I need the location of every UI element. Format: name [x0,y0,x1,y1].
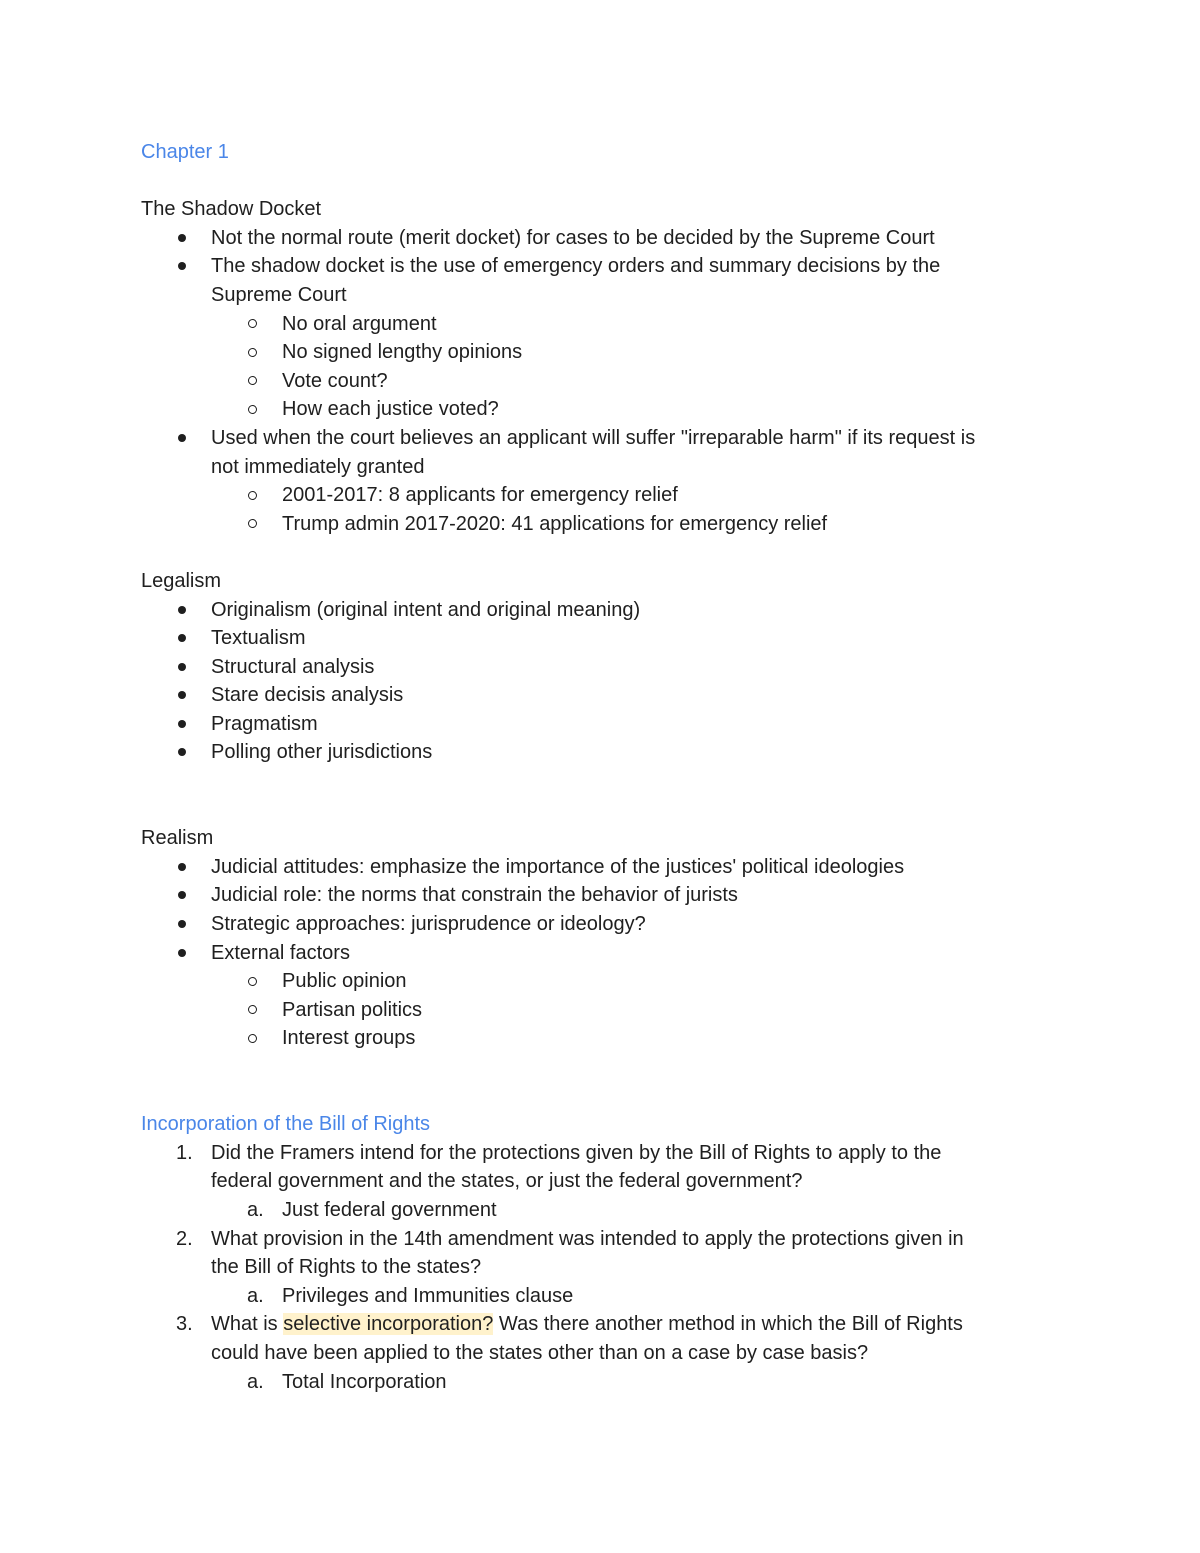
spacer [141,767,1061,796]
lettered-item: a. Total Incorporation [141,1368,1061,1397]
spacer [141,1082,1061,1111]
bullet-icon [178,748,186,756]
bullet-icon [178,691,186,699]
list-item: Strategic approaches: jurisprudence or ideology? [141,910,1061,939]
hollow-bullet-icon [248,977,257,986]
bullet-icon [178,262,186,270]
spacer [141,796,1061,825]
bullet-icon [178,949,186,957]
spacer [141,167,1061,196]
list-item: Stare decisis analysis [141,681,1061,710]
list-item: Pragmatism [141,710,1061,739]
hollow-bullet-icon [248,319,257,328]
sub-list-item: No oral argument [141,310,1061,339]
list-item-continuation: not immediately granted [211,455,425,478]
list-letter: a. [247,1370,264,1393]
hollow-bullet-icon [248,405,257,414]
list-item: The shadow docket is the use of emergency orders and summary decisions by the [141,252,1061,281]
bullet-icon [178,434,186,442]
numbered-item-continuation: could have been applied to the states other than on a case by case basis? [211,1341,869,1364]
realism-heading: Realism [141,827,214,850]
hollow-bullet-icon [248,1005,257,1014]
hollow-bullet-icon [248,376,257,385]
chapter-title: Chapter 1 [141,141,229,163]
bullet-icon [178,920,186,928]
list-item: Used when the court believes an applicant will suffer "irreparable harm" if its request is [141,424,1061,453]
incorporation-heading: Incorporation of the Bill of Rights [141,1113,431,1136]
hollow-bullet-icon [248,519,257,528]
sub-list-item: Trump admin 2017-2020: 41 applications for emergency relief [141,510,1061,539]
bullet-icon [178,634,186,642]
sub-list-item: 2001-2017: 8 applicants for emergency relief [141,481,1061,510]
numbered-item-continuation: the Bill of Rights to the states? [211,1256,482,1279]
bullet-icon [178,720,186,728]
list-item: Originalism (original intent and original meaning) [141,596,1061,625]
list-item: Textualism [141,624,1061,653]
spacer [141,1053,1061,1082]
list-item-continuation: Supreme Court [211,283,347,306]
spacer [141,538,1061,567]
hollow-bullet-icon [248,491,257,500]
bullet-icon [178,891,186,899]
bullet-icon [178,663,186,671]
sub-list-item: Public opinion [141,967,1061,996]
list-letter: a. [247,1284,264,1307]
bullet-icon [178,606,186,614]
hollow-bullet-icon [248,1034,257,1043]
sub-list-item: Vote count? [141,367,1061,396]
list-item: Judicial attitudes: emphasize the importance of the justices' political ideologies [141,853,1061,882]
list-number: 3. [176,1313,193,1336]
list-item: Judicial role: the norms that constrain the behavior of jurists [141,881,1061,910]
numbered-item: 1. Did the Framers intend for the protections given by the Bill of Rights to apply to the [141,1139,1061,1168]
list-item: External factors [141,939,1061,968]
sub-list-item: No signed lengthy opinions [141,338,1061,367]
lettered-item: a. Just federal government [141,1196,1061,1225]
bullet-icon [178,863,186,871]
document-page [141,138,1061,1396]
list-item: Structural analysis [141,653,1061,682]
numbered-item: 2. What provision in the 14th amendment was intended to apply the protections given in [141,1225,1061,1254]
hollow-bullet-icon [248,348,257,357]
list-number: 1. [176,1141,193,1164]
highlighted-text: selective incorporation? [283,1313,494,1336]
list-item: Polling other jurisdictions [141,738,1061,767]
sub-list-item: How each justice voted? [141,395,1061,424]
lettered-item: a. Privileges and Immunities clause [141,1282,1061,1311]
legalism-heading: Legalism [141,569,222,592]
list-item: Not the normal route (merit docket) for cases to be decided by the Supreme Court [141,224,1061,253]
list-letter: a. [247,1198,264,1221]
shadow-docket-heading: The Shadow Docket [141,198,322,221]
bullet-icon [178,234,186,242]
list-number: 2. [176,1227,193,1250]
sub-list-item: Interest groups [141,1024,1061,1053]
sub-list-item: Partisan politics [141,996,1061,1025]
numbered-item: 3. What is selective incorporation? Was there another method in which the Bill of Rights [141,1310,1061,1339]
numbered-item-continuation: federal government and the states, or just the federal government? [211,1170,803,1193]
